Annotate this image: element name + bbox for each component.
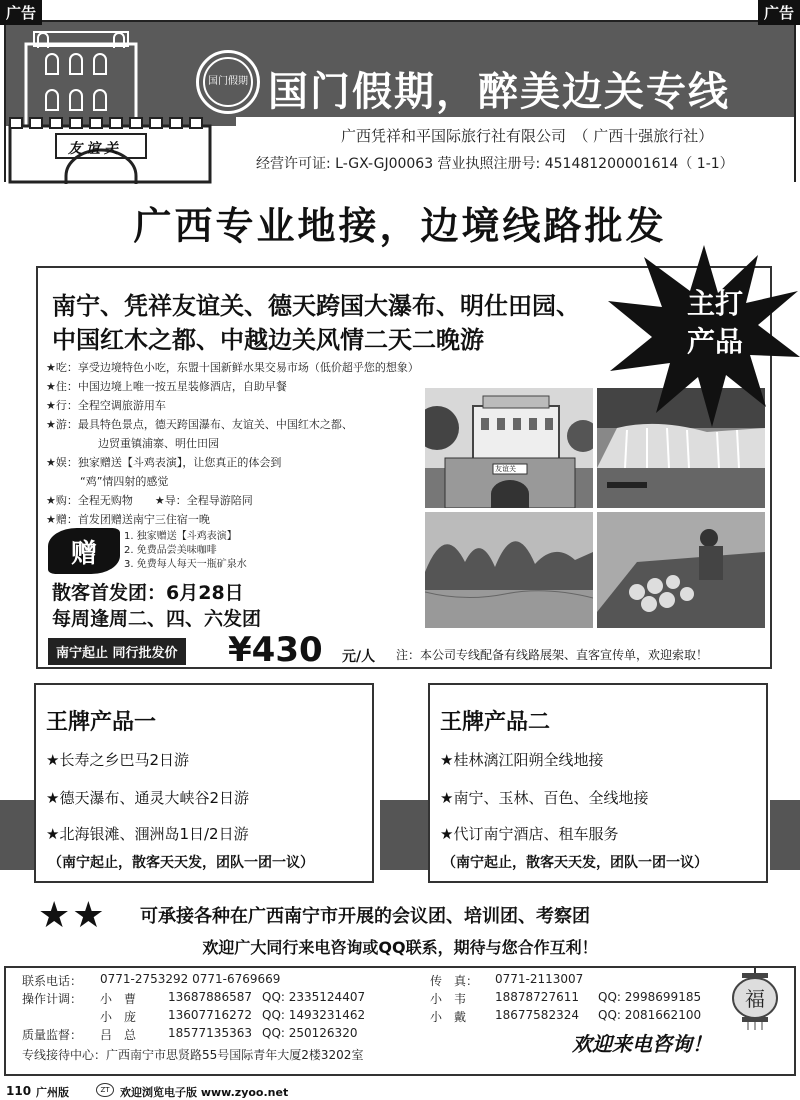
feature-transport: ★行：全程空调旅游用车 xyxy=(46,399,166,412)
product-two-title: 王牌产品二 xyxy=(440,710,551,735)
ad-tag-right: 广告 xyxy=(758,0,800,25)
handwritten-welcome: 欢迎来电咨询！ xyxy=(572,1032,712,1056)
contact-qq: QQ: 2081662100 xyxy=(598,1008,702,1022)
conference-text: 可承接各种在广西南宁市开展的会议团、培训团、考察团 xyxy=(140,906,590,927)
feature-entertainment: ★娱：独家赠送【斗鸡表演】，让您真正的体会到 xyxy=(46,456,282,469)
company-name: 广西凭祥和平国际旅行社有限公司 （ 广西十强旅行社） xyxy=(341,127,714,145)
qc-label: 质量监督： xyxy=(22,1028,83,1042)
product-two-item: ★代订南宁酒店、租车服务 xyxy=(440,825,619,843)
feature-eat: ★吃：享受边境特色小吃，东盟十国新鲜水果交易市场（低价超乎您的想象） xyxy=(46,361,419,374)
fax-number: 0771-2113007 xyxy=(495,972,584,986)
star-icons: ★★ xyxy=(38,895,107,936)
feature-entertainment-cont: “鸡”情四射的感觉 xyxy=(80,475,169,488)
page-footer xyxy=(0,1082,800,1100)
route-title-line1: 南宁、凭祥友谊关、德天跨国大瀑布、明仕田园、 xyxy=(52,292,580,320)
first-departure: 散客首发团：6月28日 xyxy=(52,582,244,604)
contact-qq: QQ: 2998699185 xyxy=(598,990,702,1004)
contact-qq: QQ: 2335124407 xyxy=(262,990,366,1004)
contact-name: 小 韦 xyxy=(430,992,467,1006)
product-one-item: ★北海银滩、涠洲岛1日/2日游 xyxy=(46,825,249,843)
price-unit: 元/人 xyxy=(342,649,376,665)
product-two-footer: （南宁起止，散客天天发，团队一团一议） xyxy=(442,855,708,871)
product-two-item: ★桂林漓江阳朔全线地接 xyxy=(440,751,604,769)
feature-stay: ★住：中国边境上唯一按五星装修酒店，自助早餐 xyxy=(46,380,287,393)
contact-mobile: 13687886587 xyxy=(168,990,252,1004)
page-number: 110 xyxy=(6,1084,32,1098)
product-two-item: ★南宁、玉林、百色、全线地接 xyxy=(440,789,649,807)
welcome-text: 欢迎广大同行来电咨询或QQ联系，期待与您合作互利！ xyxy=(202,938,598,957)
browse-link[interactable]: 欢迎浏览电子版 www.zyoo.net xyxy=(120,1086,289,1099)
price-note: 注：本公司专线配备有线路展架、直客宣传单，欢迎索取！ xyxy=(396,648,709,662)
main-product-label: 主打 产品 xyxy=(686,287,743,358)
contact-name: 小 曹 xyxy=(100,992,137,1006)
fu-lantern-icon xyxy=(720,968,790,1030)
weekly-departure: 每周逢周二、四、六发团 xyxy=(52,608,262,630)
edition: 广州版 xyxy=(36,1086,69,1099)
contact-qq: QQ: 1493231462 xyxy=(262,1008,366,1022)
ops-label: 操作计调： xyxy=(22,992,83,1006)
feature-list xyxy=(46,358,426,529)
ad-tag-left: 广告 xyxy=(0,0,42,25)
fruit-boat-photo xyxy=(597,512,765,628)
feature-gift: ★赠：首发团赠送南宁三住宿一晚 xyxy=(46,513,210,526)
fax-label: 传 真： xyxy=(430,974,479,988)
feature-tour-cont: 边贸重镇浦寨、明仕田园 xyxy=(98,437,219,450)
phone-numbers: 0771-2753292 0771-6769669 xyxy=(100,972,281,986)
product-one-item: ★德天瀑布、通灵大峡谷2日游 xyxy=(46,789,249,807)
svg-text:福: 福 xyxy=(745,987,765,1011)
product-one-item: ★长寿之乡巴马2日游 xyxy=(46,751,189,769)
main-slogan: 广西专业地接，边境线路批发 xyxy=(133,204,667,248)
address: 专线接待中心：广西南宁市思贤路55号国际青年大厦2楼3202室 xyxy=(22,1048,364,1062)
karst-river-photo xyxy=(425,512,593,628)
agency-seal-logo: 国门假期 xyxy=(196,50,260,114)
wholesale-price-tag: 南宁起止 同行批发价 xyxy=(48,638,186,665)
photo-gate-sign: 友谊关 xyxy=(495,465,516,473)
gift-badge: 赠 xyxy=(48,528,120,574)
contact-name: 小 戴 xyxy=(430,1010,467,1024)
gate-sign: 友谊关 xyxy=(68,141,122,157)
contact-name: 吕 总 xyxy=(100,1028,137,1042)
header-banner xyxy=(4,20,796,182)
zt-logo-icon: ZT xyxy=(96,1083,114,1097)
phone-label: 联系电话： xyxy=(22,974,83,988)
contact-mobile: 13607716272 xyxy=(168,1008,252,1022)
gift-section xyxy=(48,528,348,574)
contact-qq: QQ: 250126320 xyxy=(262,1026,358,1040)
route-title-line2: 中国红木之都、中越边关风情二天二晚游 xyxy=(52,326,484,354)
header-title: 国门假期，醉美边关专线 xyxy=(268,69,730,115)
contact-name: 小 庞 xyxy=(100,1010,137,1024)
product-one-footer: （南宁起止，散客天天发，团队一团一议） xyxy=(48,855,314,871)
product-one-box xyxy=(34,683,374,883)
feature-shopping-guide: ★购：全程无购物 ★导：全程导游陪同 xyxy=(46,494,253,507)
gift-list: 1. 独家赠送【斗鸡表演】 2. 免费品尝美味咖啡 3. 免费每人每天一瓶矿泉水 xyxy=(124,531,247,570)
license-info: 经营许可证: L-GX-GJ00063 营业执照注册号: 451481200001614（ 1-1） xyxy=(256,156,734,172)
feature-tour: ★游：最具特色景点，德天跨国瀑布、友谊关、中国红木之都、 xyxy=(46,418,353,431)
price-value: ¥430 xyxy=(228,630,323,670)
product-one-title: 王牌产品一 xyxy=(46,710,157,735)
contact-mobile: 18878727611 xyxy=(495,990,579,1004)
price-bar xyxy=(48,630,768,670)
friendship-pass-photo xyxy=(425,388,593,508)
friendship-gate-illustration xyxy=(6,22,236,184)
product-two-box xyxy=(428,683,768,883)
contact-mobile: 18577135363 xyxy=(168,1026,252,1040)
contact-mobile: 18677582324 xyxy=(495,1008,579,1022)
